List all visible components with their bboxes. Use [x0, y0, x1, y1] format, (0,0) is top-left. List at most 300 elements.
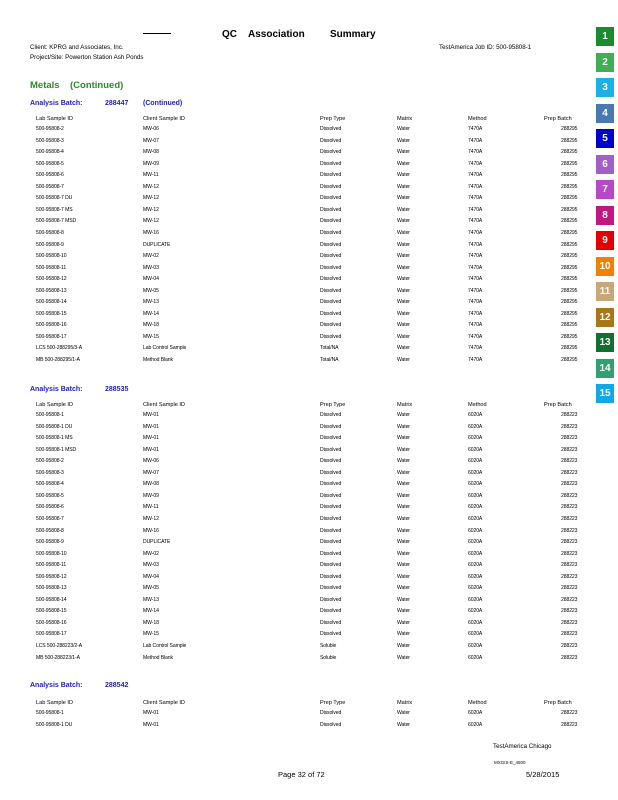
batch-number: 288535: [105, 386, 129, 393]
tab-9[interactable]: 9: [596, 231, 614, 250]
lab-sample-id-cell: 500-95808-7 MSD: [36, 218, 77, 225]
client-sample-id-cell: MW-16: [143, 527, 159, 534]
method-cell: 7470A: [468, 345, 483, 352]
method-cell: 7470A: [468, 229, 483, 236]
prep-batch-cell: 288295: [561, 126, 578, 132]
method-cell: 6020A: [468, 562, 483, 569]
prep-batch-cell: 288295: [561, 229, 578, 236]
col-prep-batch: Prep Batch: [544, 700, 572, 706]
prep-batch-cell: 288223: [561, 550, 578, 557]
prep-batch-cell: 288223: [561, 608, 578, 615]
prep-type-cell: Dissolved: [320, 264, 342, 271]
matrix-cell: Water: [397, 276, 410, 283]
matrix-cell: Water: [397, 310, 410, 317]
batch-label: Analysis Batch:: [30, 386, 83, 393]
lab-sample-id-cell: 500-95808-16: [36, 322, 67, 329]
matrix-cell: Water: [397, 481, 410, 488]
lab-sample-id-cell: 500-95808-10: [36, 550, 67, 557]
lab-sample-id-cell: 500-95808-5: [36, 492, 64, 499]
tab-15[interactable]: 15: [596, 384, 614, 403]
method-cell: 6020A: [468, 527, 483, 534]
column-header-row: [0, 116, 618, 126]
prep-type-cell: Dissolved: [320, 619, 342, 626]
table-row: [0, 195, 618, 207]
tab-3[interactable]: 3: [596, 78, 614, 97]
method-cell: 6020A: [468, 585, 483, 592]
prep-batch-cell: 288295: [561, 253, 578, 260]
matrix-cell: Water: [397, 619, 410, 626]
tab-2[interactable]: 2: [596, 53, 614, 72]
client-sample-id-cell: MW-16: [143, 229, 159, 236]
table-row: [0, 710, 618, 722]
client-sample-id-cell: MW-15: [143, 333, 159, 340]
prep-type-cell: Dissolved: [320, 631, 342, 638]
lab-sample-id-cell: 500-95808-1: [36, 412, 64, 418]
prep-type-cell: Dissolved: [320, 322, 342, 329]
prep-batch-cell: 288223: [561, 562, 578, 569]
method-cell: 7470A: [468, 264, 483, 271]
prep-type-cell: Dissolved: [320, 596, 342, 603]
matrix-cell: Water: [397, 539, 410, 546]
client-sample-id-cell: MW-18: [143, 619, 159, 626]
matrix-cell: Water: [397, 412, 410, 418]
lab-sample-id-cell: 500-95808-14: [36, 299, 67, 306]
col-prep-type: Prep Type: [320, 700, 346, 706]
prep-batch-cell: 288295: [561, 241, 578, 248]
lab-sample-id-cell: 500-95808-9: [36, 241, 64, 248]
lab-sample-id-cell: 500-95808-12: [36, 573, 67, 580]
prep-type-cell: Dissolved: [320, 573, 342, 580]
method-cell: 6020A: [468, 423, 483, 430]
prep-batch-cell: 288223: [561, 643, 578, 649]
method-cell: 6020A: [468, 458, 483, 465]
table-row: [0, 470, 618, 482]
method-cell: 7470A: [468, 357, 483, 363]
lab-sample-id-cell: MB 500-288295/1-A: [36, 357, 80, 363]
prep-type-cell: Soluble: [320, 654, 337, 661]
matrix-cell: Water: [397, 435, 410, 442]
matrix-cell: Water: [397, 264, 410, 271]
matrix-cell: Water: [397, 287, 410, 294]
table-row: [0, 562, 618, 574]
lab-sample-id-cell: 500-95808-7: [36, 515, 64, 522]
method-cell: 7470A: [468, 183, 483, 190]
prep-type-cell: Dissolved: [320, 218, 342, 225]
table-row: [0, 493, 618, 505]
prep-type-cell: Dissolved: [320, 458, 342, 465]
footer-code: MXGIS-E_4500: [494, 760, 526, 765]
client-sample-id-cell: MW-04: [143, 276, 159, 283]
lab-sample-id-cell: 500-95808-1 DU: [36, 423, 73, 430]
prep-batch-cell: 288223: [561, 631, 578, 638]
method-cell: 6020A: [468, 596, 483, 603]
tab-8[interactable]: 8: [596, 206, 614, 225]
table-row: [0, 172, 618, 184]
tab-10[interactable]: 10: [596, 257, 614, 276]
prep-batch-cell: 288223: [561, 710, 578, 716]
lab-sample-id-cell: 500-95808-11: [36, 562, 67, 569]
method-cell: 6020A: [468, 435, 483, 442]
client-sample-id-cell: Method Blank: [143, 654, 173, 661]
table-row: [0, 288, 618, 300]
matrix-cell: Water: [397, 253, 410, 260]
prep-batch-cell: 288295: [561, 137, 578, 144]
client-sample-id-cell: MW-03: [143, 562, 159, 569]
title-word-summary: Summary: [330, 29, 376, 40]
client-sample-id-cell: MW-04: [143, 573, 159, 580]
table-row: [0, 138, 618, 150]
prep-batch-cell: 288295: [561, 264, 578, 271]
lab-sample-id-cell: 500-95808-6: [36, 172, 64, 179]
lab-sample-id-cell: 500-95808-6: [36, 504, 64, 511]
tab-4[interactable]: 4: [596, 104, 614, 123]
prep-batch-cell: 288223: [561, 469, 578, 476]
method-cell: 7470A: [468, 149, 483, 156]
section-title: Metals: [30, 80, 60, 91]
matrix-cell: Water: [397, 160, 410, 167]
lab-sample-id-cell: 500-95808-3: [36, 137, 64, 144]
matrix-cell: Water: [397, 608, 410, 615]
col-prep-type: Prep Type: [320, 116, 346, 122]
client-sample-id-cell: MW-01: [143, 423, 159, 430]
lab-sample-id-cell: 500-95808-2: [36, 458, 64, 465]
matrix-cell: Water: [397, 654, 410, 661]
prep-batch-cell: 288223: [561, 573, 578, 580]
footer-lab-name: TestAmerica Chicago: [493, 743, 552, 750]
matrix-cell: Water: [397, 527, 410, 534]
table-row: [0, 149, 618, 161]
method-cell: 7470A: [468, 287, 483, 294]
client-sample-id-cell: MW-11: [143, 504, 159, 511]
method-cell: 7470A: [468, 195, 483, 202]
client-sample-id-cell: MW-14: [143, 310, 159, 317]
matrix-cell: Water: [397, 149, 410, 156]
client-sample-id-cell: MW-01: [143, 435, 159, 442]
tab-1[interactable]: 1: [596, 27, 614, 46]
method-cell: 7470A: [468, 137, 483, 144]
client-sample-id-cell: DUPLICATE: [143, 241, 171, 248]
lab-sample-id-cell: 500-95808-9: [36, 539, 64, 546]
prep-type-cell: Dissolved: [320, 310, 342, 317]
table-row: [0, 276, 618, 288]
prep-batch-cell: 288295: [561, 276, 578, 283]
prep-type-cell: Dissolved: [320, 287, 342, 294]
prep-batch-cell: 288295: [561, 333, 578, 340]
table-row: [0, 631, 618, 643]
matrix-cell: Water: [397, 458, 410, 465]
matrix-cell: Water: [397, 515, 410, 522]
method-cell: 7470A: [468, 218, 483, 225]
prep-batch-cell: 288223: [561, 721, 578, 728]
prep-type-cell: Total/NA: [320, 345, 339, 352]
matrix-cell: Water: [397, 492, 410, 499]
prep-type-cell: Dissolved: [320, 527, 342, 534]
method-cell: 6020A: [468, 446, 483, 453]
lab-sample-id-cell: 500-95808-17: [36, 333, 67, 340]
client-sample-id-cell: MW-12: [143, 515, 159, 522]
matrix-cell: Water: [397, 504, 410, 511]
lab-sample-id-cell: 500-95808-14: [36, 596, 67, 603]
prep-batch-cell: 288295: [561, 149, 578, 156]
lab-sample-id-cell: 500-95808-2: [36, 126, 64, 132]
method-cell: 6020A: [468, 631, 483, 638]
footer-date: 5/28/2015: [526, 770, 560, 779]
prep-type-cell: Dissolved: [320, 539, 342, 546]
batch-number: 288447: [105, 100, 129, 107]
table-row: [0, 207, 618, 219]
section-continued: (Continued): [70, 80, 124, 91]
table-row: [0, 504, 618, 516]
matrix-cell: Water: [397, 573, 410, 580]
lab-sample-id-cell: 500-95808-15: [36, 310, 67, 317]
method-cell: 6020A: [468, 608, 483, 615]
method-cell: 7470A: [468, 310, 483, 317]
lab-sample-id-cell: 500-95808-4: [36, 149, 64, 156]
prep-batch-cell: 288223: [561, 527, 578, 534]
prep-batch-cell: 288223: [561, 585, 578, 592]
matrix-cell: Water: [397, 218, 410, 225]
client-sample-id-cell: MW-11: [143, 172, 159, 179]
client-sample-id-cell: Method Blank: [143, 357, 173, 363]
lab-sample-id-cell: 500-95808-11: [36, 264, 67, 271]
table-row: [0, 322, 618, 334]
col-lab-sample-id: Lab Sample ID: [36, 116, 74, 122]
col-client-sample-id: Client Sample ID: [143, 700, 185, 706]
table-row: [0, 265, 618, 277]
matrix-cell: Water: [397, 446, 410, 453]
prep-batch-cell: 288223: [561, 492, 578, 499]
matrix-cell: Water: [397, 299, 410, 306]
prep-batch-cell: 288223: [561, 412, 578, 418]
method-cell: 7470A: [468, 253, 483, 260]
batch-label: Analysis Batch:: [30, 100, 83, 107]
prep-batch-cell: 288295: [561, 345, 578, 352]
method-cell: 6020A: [468, 721, 483, 728]
client-sample-id-cell: DUPLICATE: [143, 539, 171, 546]
matrix-cell: Water: [397, 195, 410, 202]
matrix-cell: Water: [397, 631, 410, 638]
table-row: [0, 597, 618, 609]
client-sample-id-cell: MW-12: [143, 183, 159, 190]
prep-type-cell: Dissolved: [320, 195, 342, 202]
tab-12[interactable]: 12: [596, 308, 614, 327]
title-word-association: Association: [248, 29, 305, 40]
prep-batch-cell: 288295: [561, 299, 578, 306]
lab-sample-id-cell: 500-95808-1 MS: [36, 435, 73, 442]
prep-type-cell: Dissolved: [320, 585, 342, 592]
client-sample-id-cell: MW-02: [143, 550, 159, 557]
client-sample-id-cell: MW-13: [143, 596, 159, 603]
matrix-cell: Water: [397, 229, 410, 236]
client-sample-id-cell: MW-01: [143, 412, 159, 418]
table-row: [0, 435, 618, 447]
prep-type-cell: Dissolved: [320, 160, 342, 167]
matrix-cell: Water: [397, 643, 410, 649]
method-cell: 6020A: [468, 539, 483, 546]
prep-type-cell: Dissolved: [320, 137, 342, 144]
client-sample-id-cell: MW-08: [143, 481, 159, 488]
table-row: [0, 184, 618, 196]
matrix-cell: Water: [397, 322, 410, 329]
prep-type-cell: Dissolved: [320, 253, 342, 260]
client-sample-id-cell: Lab Control Sample: [143, 643, 187, 649]
table-row: [0, 299, 618, 311]
client-sample-id-cell: MW-09: [143, 160, 159, 167]
tab-14[interactable]: 14: [596, 359, 614, 378]
prep-type-cell: Dissolved: [320, 412, 342, 418]
client-sample-id-cell: MW-03: [143, 264, 159, 271]
prep-type-cell: Dissolved: [320, 206, 342, 213]
prep-type-cell: Dissolved: [320, 710, 342, 716]
matrix-cell: Water: [397, 241, 410, 248]
prep-type-cell: Dissolved: [320, 504, 342, 511]
matrix-cell: Water: [397, 469, 410, 476]
prep-type-cell: Dissolved: [320, 183, 342, 190]
col-client-sample-id: Client Sample ID: [143, 116, 185, 122]
prep-batch-cell: 288223: [561, 654, 578, 661]
table-row: [0, 424, 618, 436]
method-cell: 6020A: [468, 412, 483, 418]
lab-sample-id-cell: 500-95808-8: [36, 229, 64, 236]
table-row: [0, 643, 618, 655]
lab-sample-id-cell: 500-95808-13: [36, 585, 67, 592]
prep-type-cell: Dissolved: [320, 469, 342, 476]
prep-type-cell: Dissolved: [320, 550, 342, 557]
lab-sample-id-cell: 500-95808-13: [36, 287, 67, 294]
prep-batch-cell: 288295: [561, 357, 578, 363]
table-row: [0, 574, 618, 586]
batch-label: Analysis Batch:: [30, 682, 83, 689]
table-row: [0, 242, 618, 254]
prep-batch-cell: 288223: [561, 596, 578, 603]
matrix-cell: Water: [397, 172, 410, 179]
matrix-cell: Water: [397, 345, 410, 352]
table-row: [0, 620, 618, 632]
prep-type-cell: Dissolved: [320, 149, 342, 156]
method-cell: 6020A: [468, 619, 483, 626]
tab-7[interactable]: 7: [596, 180, 614, 199]
client-sample-id-cell: MW-07: [143, 469, 159, 476]
tab-5[interactable]: 5: [596, 129, 614, 148]
lab-sample-id-cell: MB 500-288223/1-A: [36, 654, 80, 661]
method-cell: 6020A: [468, 550, 483, 557]
title-word-qc: QC: [222, 29, 237, 40]
prep-batch-cell: 288295: [561, 322, 578, 329]
lab-sample-id-cell: 500-95808-7: [36, 183, 64, 190]
prep-type-cell: Dissolved: [320, 435, 342, 442]
method-cell: 7470A: [468, 241, 483, 248]
matrix-cell: Water: [397, 137, 410, 144]
prep-type-cell: Dissolved: [320, 481, 342, 488]
col-prep-type: Prep Type: [320, 402, 346, 408]
lab-sample-id-cell: 500-95808-5: [36, 160, 64, 167]
matrix-cell: Water: [397, 585, 410, 592]
prep-type-cell: Soluble: [320, 643, 337, 649]
table-row: [0, 655, 618, 667]
job-id: TestAmerica Job ID: 500-95808-1: [439, 44, 532, 51]
client-sample-id-cell: MW-05: [143, 585, 159, 592]
matrix-cell: Water: [397, 357, 410, 363]
prep-type-cell: Dissolved: [320, 126, 342, 132]
client-line: Client: KPRG and Associates, Inc.: [30, 44, 124, 51]
lab-sample-id-cell: 500-95808-7 DU: [36, 195, 73, 202]
method-cell: 6020A: [468, 573, 483, 580]
matrix-cell: Water: [397, 562, 410, 569]
table-row: [0, 528, 618, 540]
client-sample-id-cell: MW-12: [143, 206, 159, 213]
client-sample-id-cell: MW-01: [143, 710, 159, 716]
client-sample-id-cell: MW-01: [143, 446, 159, 453]
col-lab-sample-id: Lab Sample ID: [36, 402, 74, 408]
prep-type-cell: Dissolved: [320, 229, 342, 236]
method-cell: 7470A: [468, 322, 483, 329]
prep-batch-cell: 288223: [561, 435, 578, 442]
tab-6[interactable]: 6: [596, 155, 614, 174]
matrix-cell: Water: [397, 550, 410, 557]
client-sample-id-cell: MW-15: [143, 631, 159, 638]
table-row: [0, 722, 618, 734]
col-method: Method: [468, 402, 487, 408]
lab-sample-id-cell: 500-95808-1 MSD: [36, 446, 77, 453]
table-row: [0, 230, 618, 242]
client-sample-id-cell: MW-12: [143, 195, 159, 202]
prep-batch-cell: 288295: [561, 160, 578, 167]
col-prep-batch: Prep Batch: [544, 116, 572, 122]
method-cell: 7470A: [468, 333, 483, 340]
matrix-cell: Water: [397, 333, 410, 340]
table-row: [0, 311, 618, 323]
client-sample-id-cell: MW-08: [143, 149, 159, 156]
method-cell: 6020A: [468, 710, 483, 716]
prep-type-cell: Dissolved: [320, 515, 342, 522]
prep-type-cell: Dissolved: [320, 608, 342, 615]
table-row: [0, 516, 618, 528]
client-sample-id-cell: MW-09: [143, 492, 159, 499]
client-sample-id-cell: MW-07: [143, 137, 159, 144]
prep-batch-cell: 288295: [561, 195, 578, 202]
prep-batch-cell: 288295: [561, 172, 578, 179]
matrix-cell: Water: [397, 126, 410, 132]
lab-sample-id-cell: LCS 500-288223/2-A: [36, 643, 83, 649]
lab-sample-id-cell: LCS 500-288295/3-A: [36, 345, 83, 352]
client-sample-id-cell: MW-05: [143, 287, 159, 294]
col-matrix: Matrix: [397, 402, 413, 408]
prep-batch-cell: 288223: [561, 539, 578, 546]
table-row: [0, 357, 618, 369]
col-method: Method: [468, 700, 487, 706]
lab-sample-id-cell: 500-95808-1 DU: [36, 721, 73, 728]
table-row: [0, 481, 618, 493]
prep-batch-cell: 288223: [561, 458, 578, 465]
batch-number: 288542: [105, 682, 129, 689]
method-cell: 6020A: [468, 504, 483, 511]
method-cell: 7470A: [468, 160, 483, 167]
table-row: [0, 161, 618, 173]
col-lab-sample-id: Lab Sample ID: [36, 700, 74, 706]
prep-batch-cell: 288223: [561, 504, 578, 511]
table-row: [0, 218, 618, 230]
client-sample-id-cell: MW-06: [143, 458, 159, 465]
col-matrix: Matrix: [397, 116, 413, 122]
column-header-row: [0, 700, 618, 710]
method-cell: 6020A: [468, 643, 483, 649]
client-sample-id-cell: MW-02: [143, 253, 159, 260]
tab-11[interactable]: 11: [596, 282, 614, 301]
tab-13[interactable]: 13: [596, 333, 614, 352]
prep-type-cell: Dissolved: [320, 721, 342, 728]
method-cell: 7470A: [468, 299, 483, 306]
matrix-cell: Water: [397, 183, 410, 190]
